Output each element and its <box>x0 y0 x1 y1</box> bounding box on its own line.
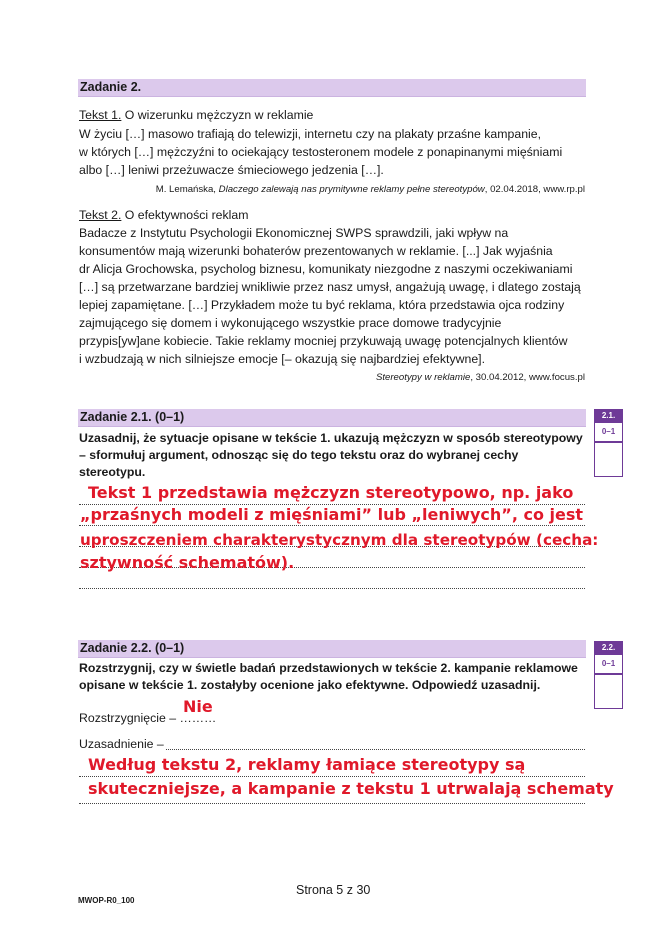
task22-answer-line: skuteczniejsze, a kampanie z tekstu 1 utrwalają schematy <box>88 779 614 798</box>
text2-heading <box>79 207 248 225</box>
text2-title: O efektywności reklam <box>121 208 249 222</box>
answer-line <box>79 587 585 589</box>
text1-heading <box>79 107 313 125</box>
task21-question-line: – sformułuj argument, odnosząc się do tego tekstu oraz do wybranej cechy <box>79 448 519 462</box>
task21-question-line: stereotypu. <box>79 465 146 479</box>
answer-line <box>79 802 585 804</box>
text2-line: konsumentów mają wizerunki bohaterów prezentowanych w reklamie. [...] Jak wyjaśnia <box>79 244 553 258</box>
text2-line: zajmującego się domem i wykonującego wszystkie prace domowe tradycyjnie <box>79 316 502 330</box>
text2-line: przypis[yw]ane kobiecie. Takie reklamy mocniej przykuwają uwagę potencjalnych klientów <box>79 334 568 348</box>
task21-question-line: Uzasadnij, że sytuacje opisane w tekście 1. ukazują mężczyzn w sposób stereotypowy <box>79 431 583 445</box>
task21-answer-line: „przaśnych modeli z mięśniami” lub „leniwych”, co jest <box>80 505 584 524</box>
exam-code: MWOP-R0_100 <box>78 896 135 905</box>
task22-decision-answer: Nie <box>183 697 213 716</box>
task22-header: Zadanie 2.2. (0–1) <box>78 640 586 658</box>
answer-line <box>79 775 585 777</box>
text1-line: albo […] leniwi przeżuwacze śmieciowego jedzenia […]. <box>79 163 384 177</box>
task22-score-field[interactable] <box>594 674 623 709</box>
task21-score-range: 0–1 <box>594 423 623 442</box>
text1-label: Tekst 1. <box>79 108 122 122</box>
text2-line: Badacze z Instytutu Psychologii Ekonomicznej SWPS sprawdzili, jaki wpływ na <box>79 226 509 240</box>
task22-answer-line: Według tekstu 2, reklamy łamiące stereotypy są <box>88 755 526 774</box>
task21-score-field[interactable] <box>594 442 623 477</box>
text2-line: […] są przetwarzane bardziej wnikliwie przez nasz umysł, angażują uwagę, i dlatego zostają <box>79 280 581 294</box>
page-number: Strona 5 z 30 <box>296 883 371 897</box>
task22-decision-label: Rozstrzygnięcie – ……… <box>79 711 217 725</box>
text2-source <box>376 372 585 384</box>
answer-line <box>166 748 585 750</box>
text1-source <box>156 184 585 196</box>
task22-score-box <box>594 641 623 709</box>
text2-line: dr Alicja Grochowska, psycholog biznesu, komunikaty niezgodne z naszymi oczekiwaniami <box>79 262 573 276</box>
text2-source-title: Stereotypy w reklamie <box>375 372 471 383</box>
task22-justification-label: Uzasadnienie – <box>79 737 164 751</box>
task22-question-line: Rozstrzygnij, czy w świetle badań przedstawionych w tekście 2. kampanie reklamowe <box>79 661 578 675</box>
task22-question-line: opisane w tekście 1. zostałyby ocenione jako efektywne. Odpowiedź uzasadnij. <box>79 678 541 692</box>
text2-source-rest: , 30.04.2012, www.focus.pl <box>470 372 585 383</box>
task21-score-number: 2.1. <box>594 409 623 423</box>
text2-line: lepiej zapamiętane. […] Przykładem może tu być reklama, która przedstawia ojca rodziny <box>79 298 565 312</box>
task21-score-box <box>594 409 623 477</box>
task21-answer-line: Tekst 1 przedstawia mężczyzn stereotypowo, np. jako <box>88 483 574 502</box>
text1-line: w których […] mężczyźni to ociekający testosteronem modele z ponapinanymi mięśniami <box>79 145 563 159</box>
text2-line: i wzbudzają w nich silniejsze emocje [– okazują się najbardziej efektywne]. <box>79 352 486 366</box>
task21-answer-line: sztywność schematów). <box>80 553 295 572</box>
text1-line: W życiu […] masowo trafiają do telewizji, internetu czy na plakaty przaśne kampanie, <box>79 127 542 141</box>
task21-answer-line: uproszczeniem charakterystycznym dla stereotypów (cecha: <box>80 531 599 549</box>
task22-score-range: 0–1 <box>594 655 623 674</box>
text1-source-title: Dlaczego zalewają nas prymitywne reklamy pełne stereotypów <box>218 184 485 195</box>
task-header: Zadanie 2. <box>78 79 586 97</box>
text1-title: O wizerunku mężczyzn w reklamie <box>121 108 314 122</box>
task21-header: Zadanie 2.1. (0–1) <box>78 409 586 427</box>
text2-label: Tekst 2. <box>79 208 122 222</box>
task22-score-number: 2.2. <box>594 641 623 655</box>
text1-source-rest: , 02.04.2018, www.rp.pl <box>484 184 585 195</box>
text1-source-author: M. Lemańska, <box>155 184 219 195</box>
